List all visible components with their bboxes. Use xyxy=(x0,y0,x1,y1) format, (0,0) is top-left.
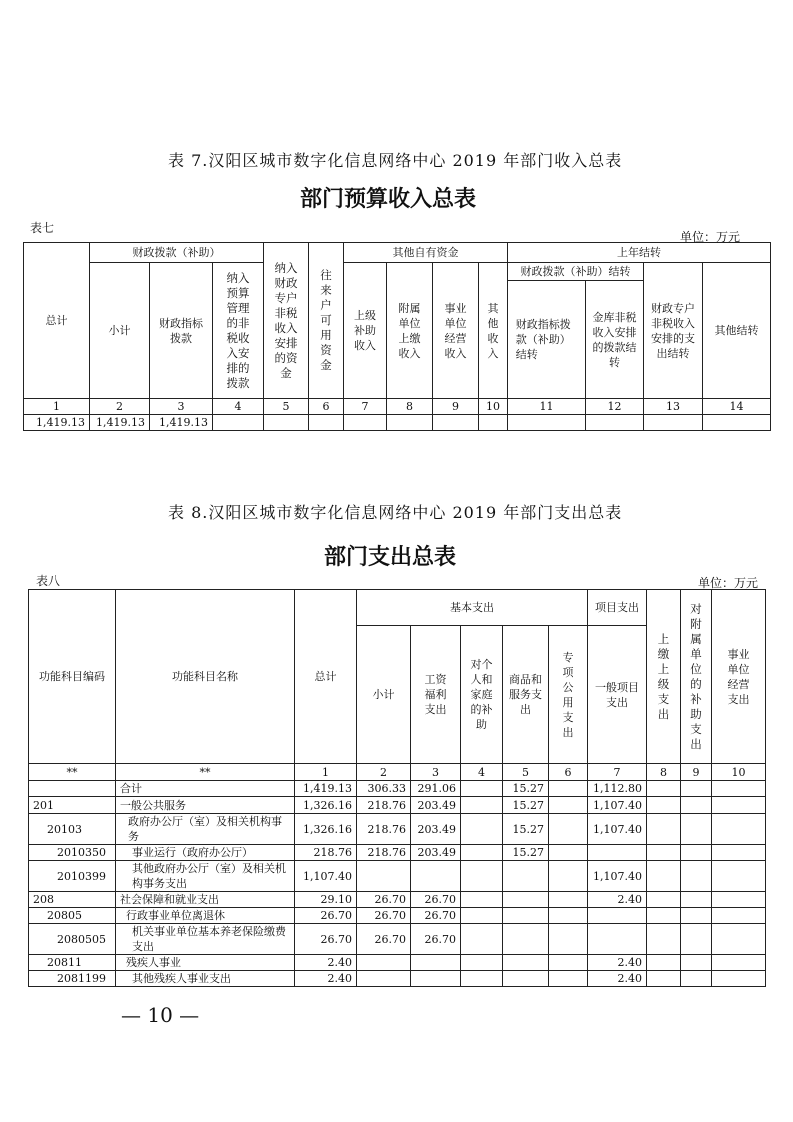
amount-cell: 26.70 xyxy=(411,892,461,908)
table8-unit: 单位：万元 xyxy=(698,576,759,590)
table-row xyxy=(29,908,766,924)
t7-header-business: 事业单位经营收入 xyxy=(433,263,479,399)
t8-header-code: 功能科目编码 xyxy=(29,590,116,764)
page-number: — 10 — xyxy=(121,1003,200,1027)
table-row xyxy=(29,924,766,955)
t7-header-fiscal-index-carry: 财政指标拨款（补助）结转 xyxy=(508,281,586,399)
amount-cell xyxy=(549,924,588,955)
table-row xyxy=(29,861,766,892)
t7-header-wanglai: 往来户可用资金 xyxy=(309,243,344,399)
amount-cell: 203.49 xyxy=(411,797,461,814)
t7-header-other-own: 其他自有资金 xyxy=(344,243,508,263)
t7-col-number: 3 xyxy=(150,399,213,415)
amount-cell xyxy=(461,924,503,955)
amount-cell: 26.70 xyxy=(357,924,411,955)
amount-cell xyxy=(503,861,549,892)
t7-header-superior: 上级补助收入 xyxy=(344,263,387,399)
amount-cell xyxy=(357,861,411,892)
t7-cell xyxy=(387,415,433,431)
table-row xyxy=(29,797,766,814)
t7-header-other-carry: 其他结转 xyxy=(703,263,771,399)
table8-title: 部门支出总表 xyxy=(324,545,457,570)
amount-cell xyxy=(549,797,588,814)
t7-col-number: 12 xyxy=(586,399,644,415)
function-code-cell: 20811 xyxy=(29,955,116,971)
amount-cell xyxy=(712,861,766,892)
function-name-cell: 其他残疾人事业支出 xyxy=(116,971,295,987)
amount-cell: 1,107.40 xyxy=(295,861,357,892)
t7-cell xyxy=(344,415,387,431)
function-code-cell xyxy=(29,781,116,797)
t7-col-number: 11 xyxy=(508,399,586,415)
t8-header-project: 项目支出 xyxy=(588,590,647,626)
function-code-cell: 2081199 xyxy=(29,971,116,987)
t7-col-number: 1 xyxy=(24,399,90,415)
t8-col-number: 9 xyxy=(681,764,712,781)
amount-cell xyxy=(549,955,588,971)
amount-cell: 26.70 xyxy=(357,908,411,924)
amount-cell xyxy=(461,781,503,797)
t7-col-number: 8 xyxy=(387,399,433,415)
t8-header-personal: 对个人和家庭的补助 xyxy=(461,626,503,764)
amount-cell xyxy=(461,955,503,971)
amount-cell: 1,419.13 xyxy=(295,781,357,797)
amount-cell: 2.40 xyxy=(588,971,647,987)
amount-cell: 2.40 xyxy=(588,892,647,908)
t8-header-subtotal: 小计 xyxy=(357,626,411,764)
t7-cell xyxy=(264,415,309,431)
t8-header-name: 功能科目名称 xyxy=(116,590,295,764)
function-name-cell: 机关事业单位基本养老保险缴费支出 xyxy=(116,924,295,955)
t7-header-fiscal: 财政拨款（补助） xyxy=(90,243,264,263)
amount-cell xyxy=(681,908,712,924)
amount-cell xyxy=(647,845,681,861)
amount-cell xyxy=(681,781,712,797)
t7-col-number: 2 xyxy=(90,399,150,415)
table7-label: 表七 xyxy=(30,221,55,235)
amount-cell: 26.70 xyxy=(411,924,461,955)
t8-header-paid-superior: 上缴上级支出 xyxy=(647,590,681,764)
t7-col-number: 4 xyxy=(213,399,264,415)
function-code-cell: 2080505 xyxy=(29,924,116,955)
amount-cell: 1,326.16 xyxy=(295,797,357,814)
t7-cell: 1,419.13 xyxy=(24,415,90,431)
table-row xyxy=(29,971,766,987)
t8-header-goods: 商品和服务支出 xyxy=(503,626,549,764)
t7-cell: 1,419.13 xyxy=(90,415,150,431)
t7-header-total: 总计 xyxy=(24,243,90,399)
amount-cell xyxy=(647,861,681,892)
amount-cell xyxy=(681,892,712,908)
t8-header-total: 总计 xyxy=(295,590,357,764)
amount-cell xyxy=(461,814,503,845)
t7-header-carryover: 上年结转 xyxy=(508,243,771,263)
amount-cell xyxy=(681,814,712,845)
amount-cell: 218.76 xyxy=(357,797,411,814)
table8 xyxy=(28,589,766,987)
amount-cell xyxy=(461,892,503,908)
amount-cell: 218.76 xyxy=(357,814,411,845)
amount-cell xyxy=(712,814,766,845)
t8-header-business-exp: 事业单位经营支出 xyxy=(712,590,766,764)
amount-cell xyxy=(549,814,588,845)
amount-cell xyxy=(503,908,549,924)
t7-header-treasury-carry: 金库非税收入安排的拨款结转 xyxy=(586,281,644,399)
t7-cell xyxy=(586,415,644,431)
amount-cell: 218.76 xyxy=(295,845,357,861)
t8-header-wages: 工资福利支出 xyxy=(411,626,461,764)
amount-cell xyxy=(549,845,588,861)
amount-cell xyxy=(461,797,503,814)
amount-cell xyxy=(712,845,766,861)
t7-cell xyxy=(309,415,344,431)
amount-cell: 218.76 xyxy=(357,845,411,861)
t8-col-number: 5 xyxy=(503,764,549,781)
function-code-cell: 208 xyxy=(29,892,116,908)
t8-number-row xyxy=(29,764,766,781)
amount-cell xyxy=(712,797,766,814)
table-row xyxy=(29,845,766,861)
amount-cell: 26.70 xyxy=(411,908,461,924)
t8-col-number: 7 xyxy=(588,764,647,781)
t7-header-subtotal: 小计 xyxy=(90,263,150,399)
table8-label: 表八 xyxy=(36,574,61,588)
t7-header-special: 纳入财政专户非税收入安排的资金 xyxy=(264,243,309,399)
table-row xyxy=(29,955,766,971)
amount-cell: 26.70 xyxy=(295,924,357,955)
amount-cell xyxy=(549,971,588,987)
t7-cell: 1,419.13 xyxy=(150,415,213,431)
amount-cell xyxy=(461,971,503,987)
function-name-cell: 事业运行（政府办公厅） xyxy=(116,845,295,861)
amount-cell xyxy=(549,781,588,797)
amount-cell xyxy=(681,797,712,814)
amount-cell: 1,107.40 xyxy=(588,814,647,845)
t7-cell xyxy=(508,415,586,431)
t7-cell xyxy=(644,415,703,431)
amount-cell: 15.27 xyxy=(503,781,549,797)
t8-header-affiliated-subsidy: 对附属单位的补助支出 xyxy=(681,590,712,764)
amount-cell xyxy=(681,971,712,987)
t7-header-other-income: 其他收入 xyxy=(479,263,508,399)
amount-cell xyxy=(503,892,549,908)
function-name-cell: 社会保障和就业支出 xyxy=(116,892,295,908)
amount-cell: 2.40 xyxy=(295,955,357,971)
t7-col-number: 6 xyxy=(309,399,344,415)
amount-cell: 203.49 xyxy=(411,845,461,861)
t8-col-number: 8 xyxy=(647,764,681,781)
amount-cell xyxy=(549,908,588,924)
t7-value-row xyxy=(24,415,771,431)
amount-cell xyxy=(647,908,681,924)
t8-col-number: 2 xyxy=(357,764,411,781)
amount-cell xyxy=(712,908,766,924)
amount-cell xyxy=(681,845,712,861)
t8-col-number: 1 xyxy=(295,764,357,781)
amount-cell xyxy=(712,924,766,955)
t8-col-number: ** xyxy=(29,764,116,781)
function-code-cell: 201 xyxy=(29,797,116,814)
t8-col-number: ** xyxy=(116,764,295,781)
amount-cell: 15.27 xyxy=(503,814,549,845)
t7-header-affiliated: 附属单位上缴收入 xyxy=(387,263,433,399)
amount-cell xyxy=(588,924,647,955)
amount-cell xyxy=(549,892,588,908)
amount-cell xyxy=(647,797,681,814)
amount-cell xyxy=(503,955,549,971)
t7-header-fiscal-carry: 财政拨款（补助）结转 xyxy=(508,263,644,281)
t8-col-number: 6 xyxy=(549,764,588,781)
amount-cell xyxy=(712,971,766,987)
amount-cell xyxy=(588,845,647,861)
amount-cell xyxy=(647,781,681,797)
amount-cell: 306.33 xyxy=(357,781,411,797)
table-row xyxy=(29,892,766,908)
t8-header-special-public: 专项公用支出 xyxy=(549,626,588,764)
amount-cell: 291.06 xyxy=(411,781,461,797)
amount-cell: 1,107.40 xyxy=(588,797,647,814)
t7-header-nontax: 纳入预算管理的非税收入安排的拨款 xyxy=(213,263,264,399)
amount-cell xyxy=(681,955,712,971)
amount-cell: 1,112.80 xyxy=(588,781,647,797)
function-name-cell: 其他政府办公厅（室）及相关机构事务支出 xyxy=(116,861,295,892)
amount-cell xyxy=(647,971,681,987)
amount-cell: 1,107.40 xyxy=(588,861,647,892)
amount-cell xyxy=(712,955,766,971)
t7-col-number: 14 xyxy=(703,399,771,415)
amount-cell: 1,326.16 xyxy=(295,814,357,845)
t7-col-number: 7 xyxy=(344,399,387,415)
amount-cell: 2.40 xyxy=(295,971,357,987)
table-row xyxy=(29,781,766,797)
t7-header-special-carry: 财政专户非税收入安排的支出结转 xyxy=(644,263,703,399)
amount-cell xyxy=(461,861,503,892)
amount-cell: 2.40 xyxy=(588,955,647,971)
function-code-cell: 2010350 xyxy=(29,845,116,861)
amount-cell xyxy=(461,845,503,861)
amount-cell xyxy=(647,924,681,955)
amount-cell xyxy=(411,971,461,987)
amount-cell xyxy=(503,924,549,955)
t8-col-number: 3 xyxy=(411,764,461,781)
amount-cell: 26.70 xyxy=(357,892,411,908)
amount-cell xyxy=(411,955,461,971)
function-name-cell: 残疾人事业 xyxy=(116,955,295,971)
amount-cell xyxy=(712,892,766,908)
amount-cell xyxy=(411,861,461,892)
amount-cell xyxy=(549,861,588,892)
function-name-cell: 行政事业单位离退休 xyxy=(116,908,295,924)
function-name-cell: 政府办公厅（室）及相关机构事务 xyxy=(116,814,295,845)
table7-unit: 单位：万元 xyxy=(680,230,741,244)
t7-header-fiscal-index: 财政指标拨款 xyxy=(150,263,213,399)
t8-col-number: 10 xyxy=(712,764,766,781)
amount-cell xyxy=(647,892,681,908)
amount-cell xyxy=(503,971,549,987)
amount-cell: 29.10 xyxy=(295,892,357,908)
t7-cell xyxy=(703,415,771,431)
function-name-cell: 一般公共服务 xyxy=(116,797,295,814)
table7-caption: 表 7.汉阳区城市数字化信息网络中心 2019 年部门收入总表 xyxy=(168,151,623,170)
function-code-cell: 20805 xyxy=(29,908,116,924)
amount-cell xyxy=(588,908,647,924)
t7-col-number: 9 xyxy=(433,399,479,415)
amount-cell: 15.27 xyxy=(503,845,549,861)
table8-caption: 表 8.汉阳区城市数字化信息网络中心 2019 年部门支出总表 xyxy=(168,503,623,522)
t7-cell xyxy=(479,415,508,431)
amount-cell xyxy=(647,955,681,971)
amount-cell xyxy=(647,814,681,845)
amount-cell: 26.70 xyxy=(295,908,357,924)
amount-cell xyxy=(357,955,411,971)
table7-title: 部门预算收入总表 xyxy=(300,187,477,212)
t7-col-number: 13 xyxy=(644,399,703,415)
function-code-cell: 2010399 xyxy=(29,861,116,892)
t8-header-general-project: 一般项目支出 xyxy=(588,626,647,764)
amount-cell xyxy=(357,971,411,987)
t7-cell xyxy=(433,415,479,431)
table7 xyxy=(23,242,771,431)
t7-col-number: 5 xyxy=(264,399,309,415)
amount-cell xyxy=(681,861,712,892)
amount-cell: 203.49 xyxy=(411,814,461,845)
t7-col-number: 10 xyxy=(479,399,508,415)
t7-number-row xyxy=(24,399,771,415)
function-name-cell: 合计 xyxy=(116,781,295,797)
amount-cell xyxy=(681,924,712,955)
amount-cell xyxy=(461,908,503,924)
function-code-cell: 20103 xyxy=(29,814,116,845)
amount-cell: 15.27 xyxy=(503,797,549,814)
t8-col-number: 4 xyxy=(461,764,503,781)
t7-cell xyxy=(213,415,264,431)
amount-cell xyxy=(712,781,766,797)
t8-header-basic: 基本支出 xyxy=(357,590,588,626)
table-row xyxy=(29,814,766,845)
